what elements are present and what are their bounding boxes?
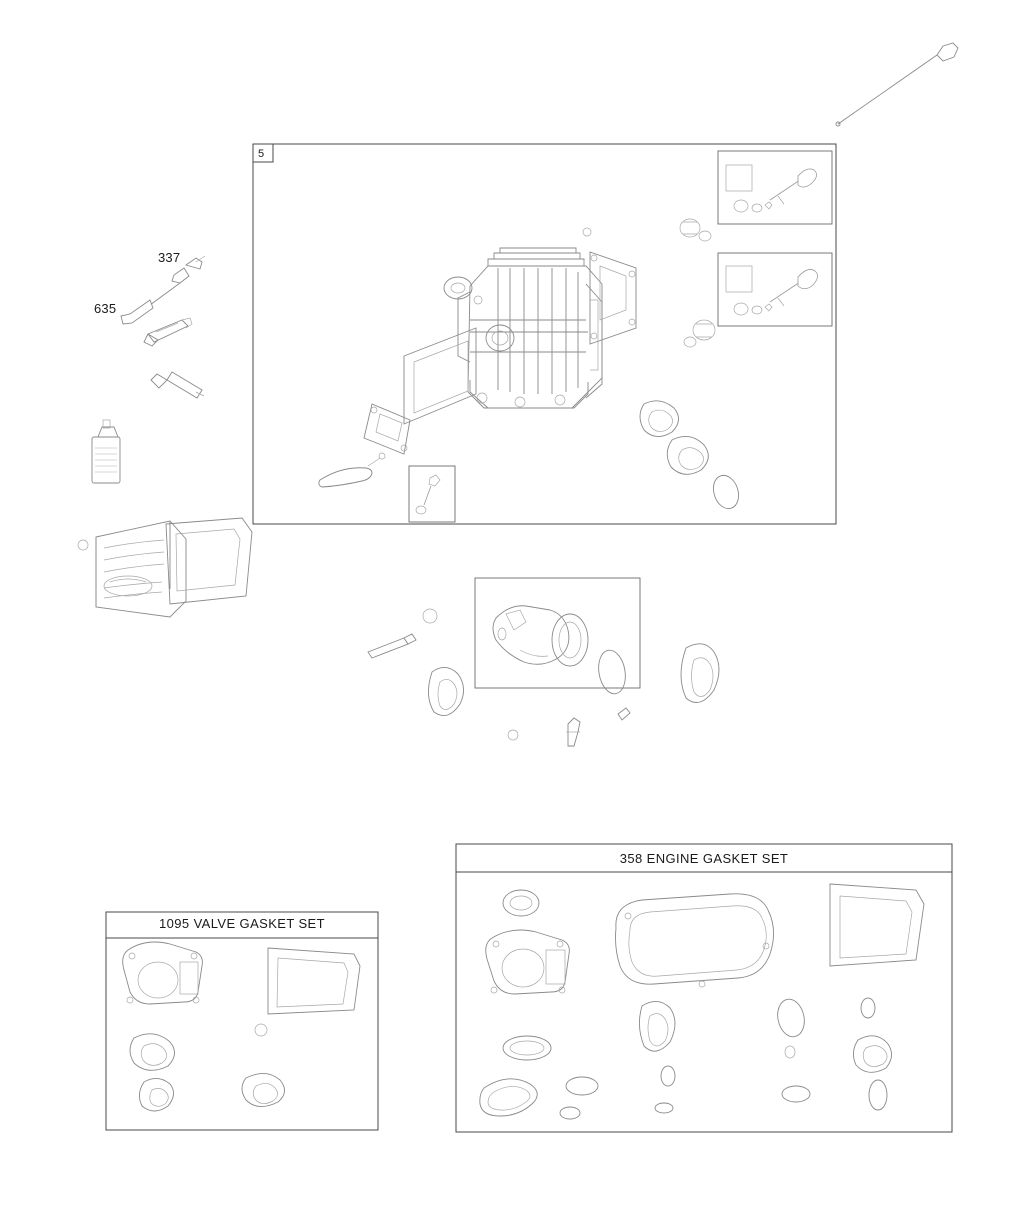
breather-inset [409, 466, 455, 522]
o-ring-right [709, 472, 742, 512]
valve-gasket-set-panel [106, 912, 378, 1130]
rocker-arm-lower [684, 320, 715, 347]
rocker-arm-upper [680, 219, 711, 241]
intake-gasket-right [681, 644, 719, 703]
valve-inset-bottom [718, 253, 832, 326]
spark-plug [121, 256, 205, 324]
breather-tube [319, 453, 385, 487]
callout-635: 635 [94, 301, 117, 316]
intake-manifold-inset [475, 578, 640, 688]
frame-number-label: 5 [258, 148, 265, 160]
callout-337: 337 [158, 250, 181, 265]
engine-gasket-set-title: 358 ENGINE GASKET SET [619, 851, 789, 866]
valve-gasket-set-title: 1095 VALVE GASKET SET [159, 916, 325, 931]
manifold-stud [368, 634, 416, 658]
intake-gasket-left [428, 667, 463, 715]
breather-plate [364, 404, 410, 454]
sealant-tube [92, 420, 120, 483]
fuel-fitting [566, 718, 580, 746]
exhaust-gasket-a [640, 401, 679, 437]
spark-plug-boot [144, 318, 192, 346]
washer-b [508, 730, 518, 740]
o-ring-manifold [595, 648, 628, 696]
engine-gasket-set-panel [456, 844, 952, 1132]
push-rod [836, 43, 958, 126]
head-gasket [404, 328, 476, 424]
head-bolt [151, 372, 204, 398]
valve-cap-left [444, 277, 472, 299]
exhaust-gasket-b [667, 436, 708, 474]
cylinder-head [458, 248, 602, 408]
valve-inset-top [718, 151, 832, 224]
clip-small [618, 708, 630, 720]
small-ball [583, 228, 591, 236]
washer-a [423, 609, 437, 623]
